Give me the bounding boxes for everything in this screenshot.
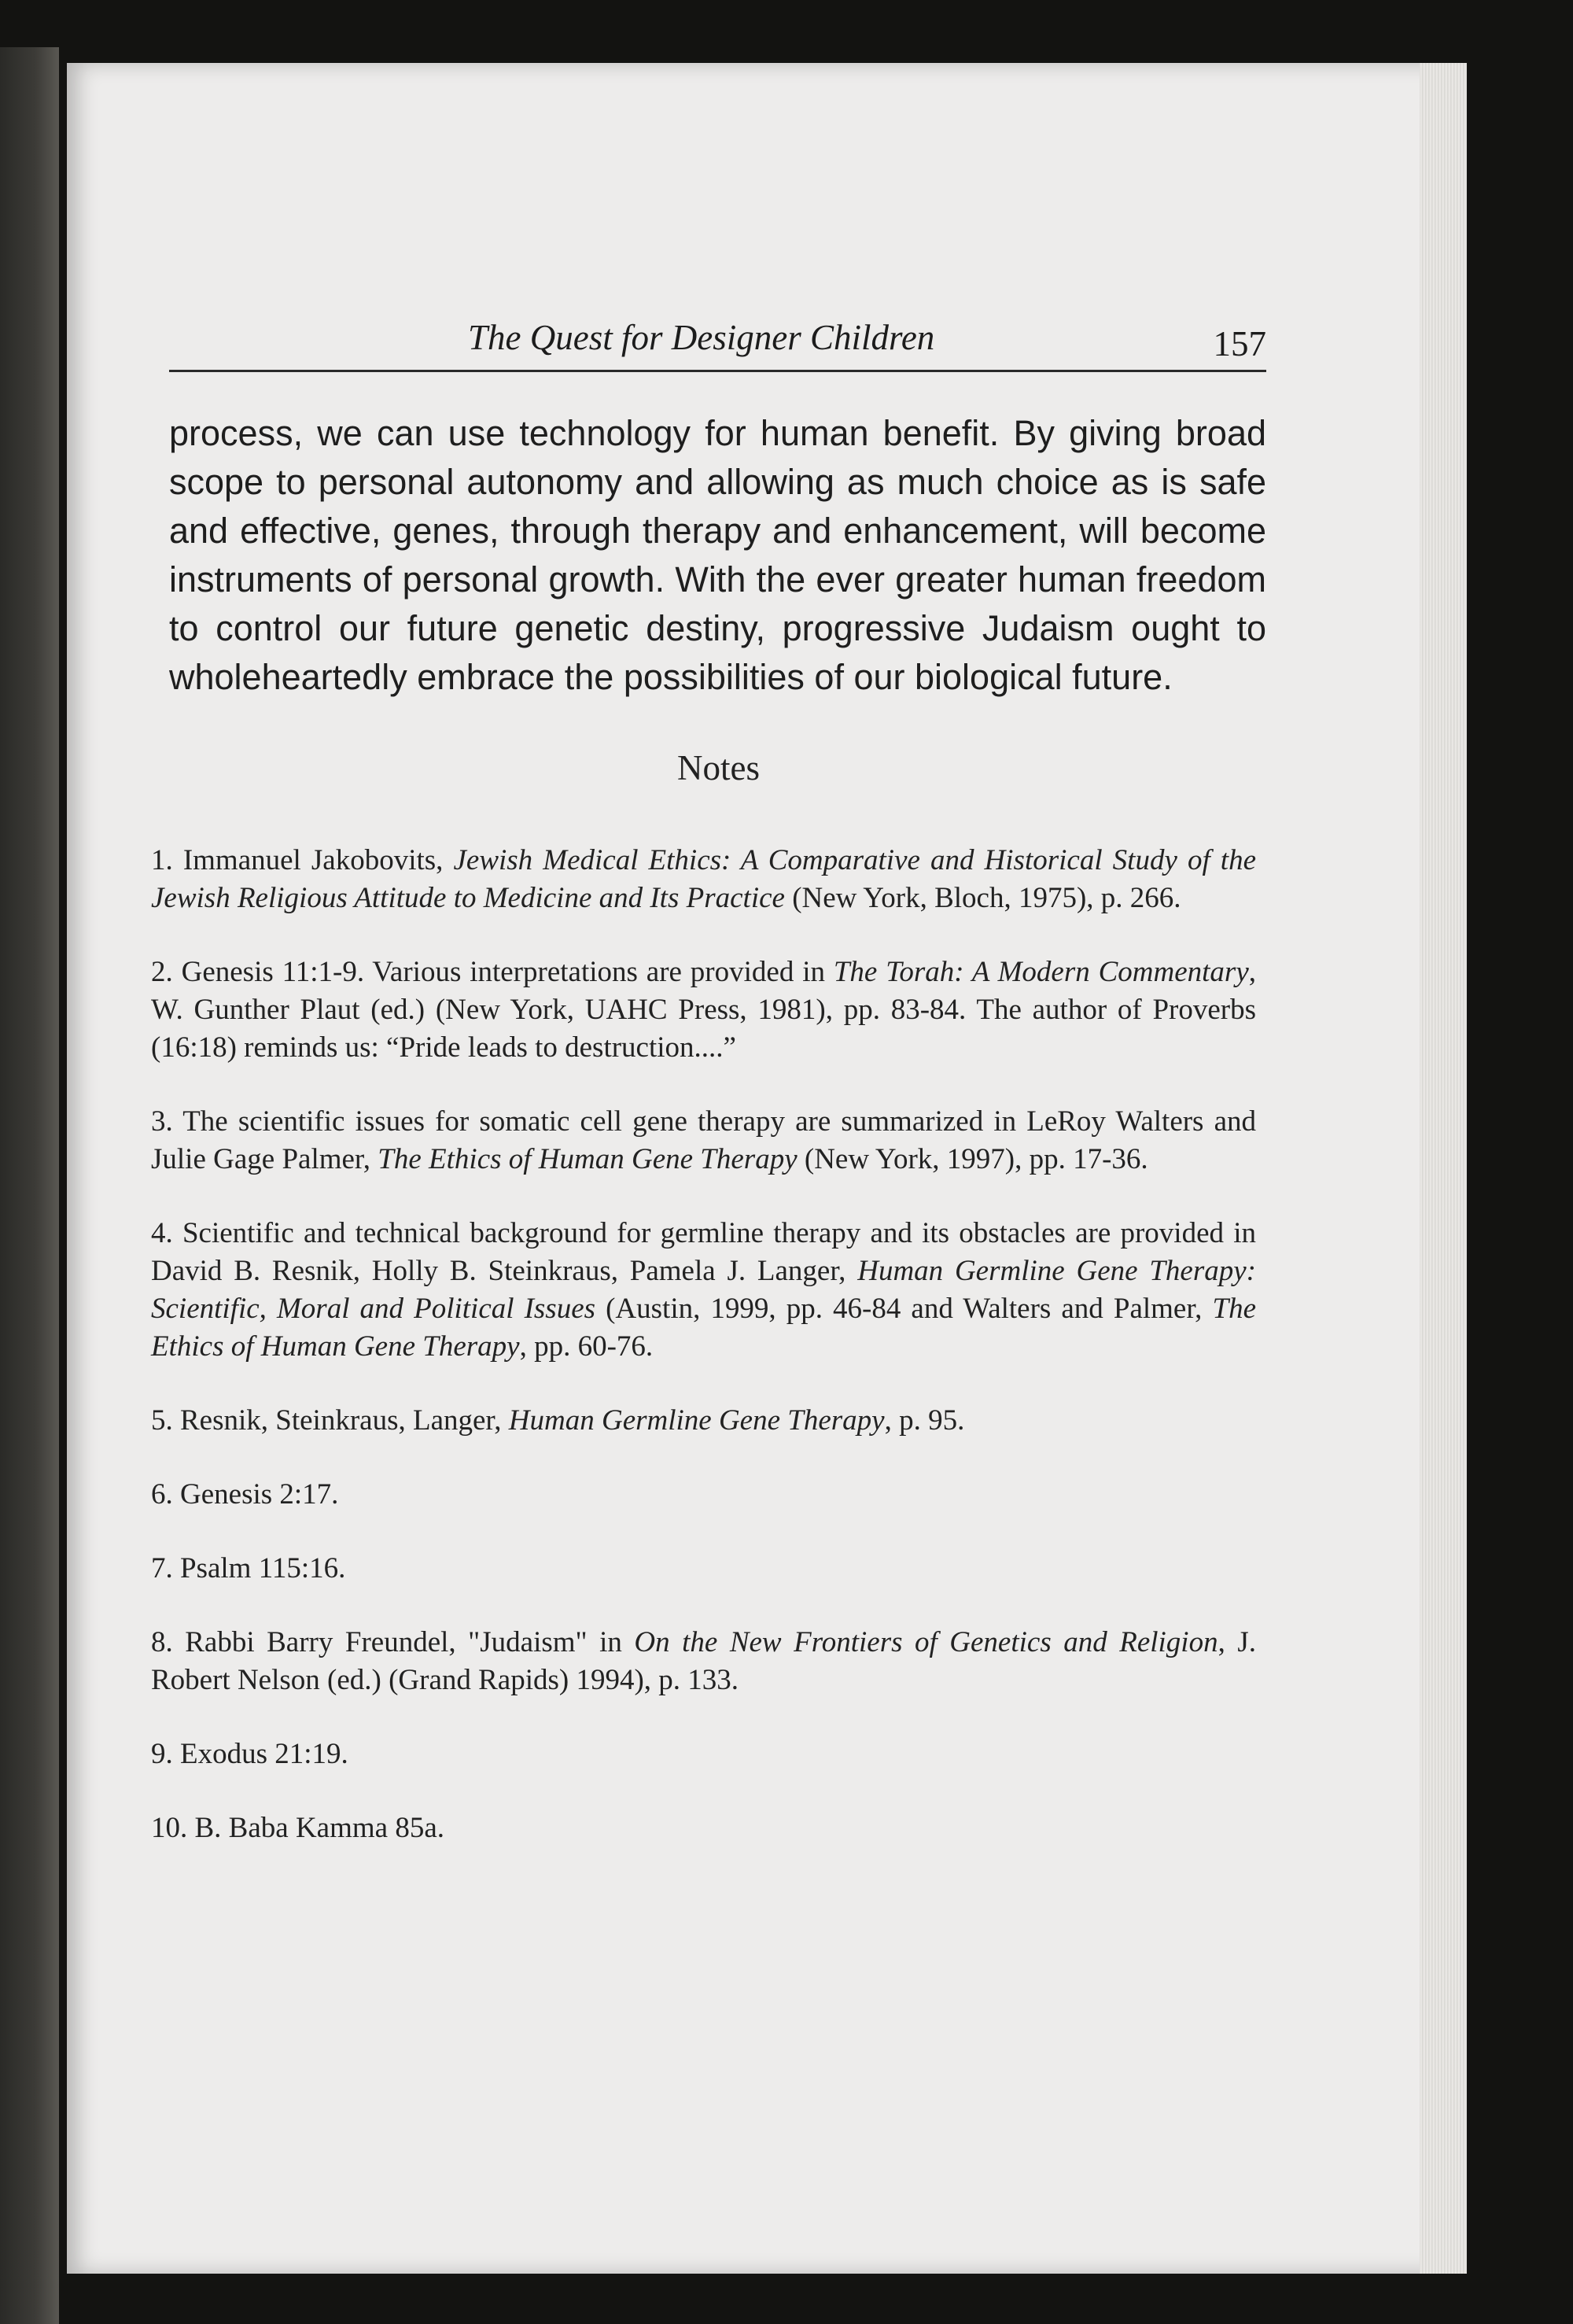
note-item bbox=[151, 1624, 1256, 1699]
body-paragraph: process, we can use technology for human benefit. By giving broad scope to personal autonomy and allowing as much choice as is safe and effective, genes, through therapy and enhancement, will become instruments of personal growth. With the ever greater human freedom to control our future genetic destiny, progressive Judaism ought to wholeheartedly embrace the possibilities of our biological future. bbox=[169, 413, 1266, 697]
note-text: Genesis 11:1-9. Various interpretations are provided in bbox=[172, 956, 834, 988]
note-item bbox=[151, 1402, 1256, 1440]
note-title: The Torah: A Modern Commentary bbox=[833, 956, 1249, 988]
note-text: (New York, Bloch, 1975), p. 266. bbox=[784, 882, 1181, 914]
note-text: Rabbi Barry Freundel, "Judaism" in bbox=[172, 1626, 635, 1658]
note-item bbox=[151, 954, 1256, 1067]
notes-heading: Notes bbox=[677, 748, 760, 788]
note-item bbox=[151, 1103, 1256, 1179]
note-text: , p. 95. bbox=[884, 1404, 965, 1437]
note-number: 5. bbox=[151, 1404, 173, 1437]
note-text: Genesis 2:17. bbox=[172, 1478, 339, 1511]
note-number: 10. bbox=[151, 1812, 188, 1844]
note-text: Immanuel Jakobovits, bbox=[172, 844, 454, 876]
note-text: Psalm 115:16. bbox=[172, 1552, 346, 1584]
note-text: The scientific issues for somatic cell gene therapy are summarized in LeRoy Walters and Julie Gage Palmer, bbox=[151, 1105, 1256, 1175]
note-text: , W. Gunther Plaut (ed.) (New York, UAHC Press, 1981), pp. 83-84. The author of Proverbs (16:18) reminds us: “Pride leads to destruction....” bbox=[151, 956, 1257, 1064]
note-number: 8. bbox=[151, 1626, 173, 1658]
notes-list bbox=[151, 842, 1256, 1883]
page-edges bbox=[1420, 63, 1467, 2274]
note-item bbox=[151, 1476, 1256, 1514]
note-text: Resnik, Steinkraus, Langer, bbox=[172, 1404, 509, 1437]
note-number: 1. bbox=[151, 844, 173, 876]
note-item bbox=[151, 842, 1256, 917]
note-item bbox=[151, 1736, 1256, 1773]
note-text: , pp. 60-76. bbox=[519, 1330, 654, 1363]
page-number: 157 bbox=[1213, 324, 1266, 363]
note-item bbox=[151, 1550, 1256, 1588]
note-number: 4. bbox=[151, 1217, 173, 1249]
note-text: , J. Robert Nelson (ed.) (Grand Rapids) 1994), p. 133. bbox=[151, 1626, 1256, 1696]
note-text: Exodus 21:19. bbox=[172, 1738, 348, 1770]
note-title: The Ethics of Human Gene Therapy bbox=[378, 1143, 798, 1175]
note-title: Human Germline Gene Therapy: Scientific, Moral and Political Issues bbox=[151, 1255, 1256, 1325]
note-text: B. Baba Kamma 85a. bbox=[187, 1812, 444, 1844]
note-number: 9. bbox=[151, 1738, 173, 1770]
note-text: Scientific and technical background for germline therapy and its obstacles are provided in David B. Resnik, Holly B. Steinkraus, Pamela J. Langer, bbox=[151, 1217, 1256, 1287]
note-number: 3. bbox=[151, 1105, 173, 1138]
note-number: 2. bbox=[151, 956, 173, 988]
running-title: The Quest for Designer Children bbox=[468, 318, 935, 357]
note-item bbox=[151, 1215, 1256, 1366]
note-text: (Austin, 1999, pp. 46-84 and Walters and Palmer, bbox=[595, 1293, 1213, 1325]
note-item bbox=[151, 1809, 1256, 1847]
background-left-page bbox=[0, 47, 59, 2324]
note-title: Jewish Medical Ethics: A Comparative and Historical Study of the Jewish Religious Attitude to Medicine and Its Practice bbox=[151, 844, 1256, 914]
running-header bbox=[169, 311, 1266, 372]
note-title: On the New Frontiers of Genetics and Religion bbox=[634, 1626, 1218, 1658]
note-title: Human Germline Gene Therapy bbox=[508, 1404, 885, 1437]
note-number: 7. bbox=[151, 1552, 173, 1584]
note-text: (New York, 1997), pp. 17-36. bbox=[797, 1143, 1148, 1175]
note-title: The Ethics of Human Gene Therapy bbox=[151, 1293, 1256, 1363]
note-number: 6. bbox=[151, 1478, 173, 1511]
